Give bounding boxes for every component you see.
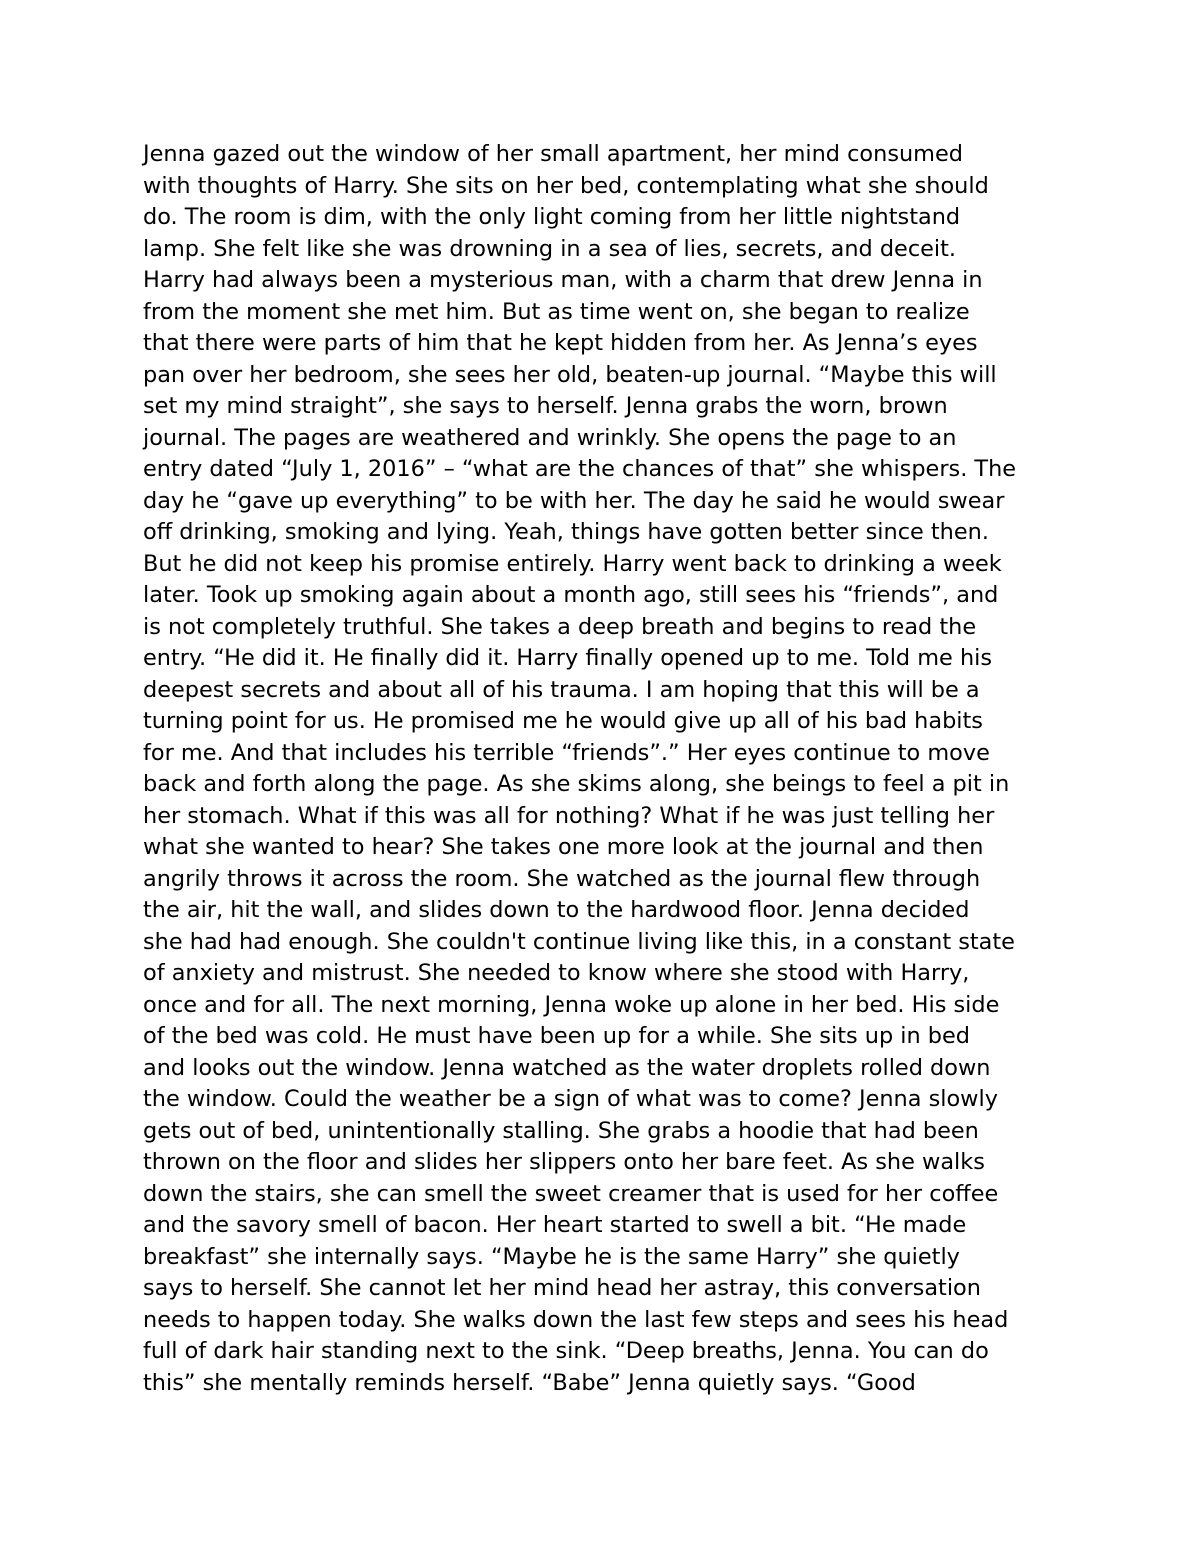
text-line: Jenna gazed out the window of her small apartment, her mind consumed <box>143 141 963 167</box>
text-line: that there were parts of him that he kept hidden from her. As Jenna’s eyes <box>143 330 978 356</box>
text-line: deepest secrets and about all of his trauma. I am hoping that this will be a <box>143 676 980 703</box>
text-line: from the moment she met him. But as time went on, she began to realize <box>143 298 970 325</box>
text-line: of anxiety and mistrust. She needed to know where she stood with Harry, <box>143 960 970 986</box>
text-line: and the savory smell of bacon. Her heart started to swell a bit. “He made <box>143 1212 967 1238</box>
text-line: lamp. She felt like she was drowning in a sea of lies, secrets, and deceit. <box>143 235 957 262</box>
body-text <box>143 139 1083 1399</box>
text-line: do. The room is dim, with the only light coming from her little nightstand <box>143 204 961 230</box>
text-line: of the bed was cold. He must have been up for a while. She sits up in bed <box>143 1023 971 1049</box>
text-line: thrown on the floor and slides her slippers onto her bare feet. As she walks <box>143 1149 985 1175</box>
text-line: with thoughts of Harry. She sits on her bed, contemplating what she should <box>143 172 989 199</box>
text-line: entry dated “July 1, 2016” – “what are the chances of that” she whispers. The <box>143 456 1017 482</box>
text-line: turning point for us. He promised me he would give up all of his bad habits <box>143 708 983 734</box>
text-line: what she wanted to hear? She takes one more look at the journal and then <box>143 834 984 860</box>
text-line: once and for all. The next morning, Jenna woke up alone in her bed. His side <box>143 991 1000 1018</box>
text-line: back and forth along the page. As she skims along, she beings to feel a pit in <box>143 771 1010 797</box>
text-line: says to herself. She cannot let her mind head her astray, this conversation <box>143 1275 981 1301</box>
text-line: off drinking, smoking and lying. Yeah, things have gotten better since then. <box>143 519 989 545</box>
text-line: journal. The pages are weathered and wrinkly. She opens the page to an <box>143 424 957 451</box>
text-line: she had had enough. She couldn't continue living like this, in a constant state <box>143 928 1015 955</box>
text-line: But he did not keep his promise entirely. Harry went back to drinking a week <box>143 550 1002 577</box>
text-line: set my mind straight”, she says to herself. Jenna grabs the worn, brown <box>143 393 948 419</box>
text-line: her stomach. What if this was all for nothing? What if he was just telling her <box>143 802 995 829</box>
text-line: needs to happen today. She walks down the last few steps and sees his head <box>143 1306 1009 1333</box>
text-line: Harry had always been a mysterious man, with a charm that drew Jenna in <box>143 267 983 293</box>
text-line: pan over her bedroom, she sees her old, beaten-up journal. “Maybe this will <box>143 361 997 388</box>
text-line: breakfast” she internally says. “Maybe he is the same Harry” she quietly <box>143 1243 960 1270</box>
text-line: the window. Could the weather be a sign of what was to come? Jenna slowly <box>143 1086 998 1112</box>
text-line: later. Took up smoking again about a month ago, still sees his “friends”, and <box>143 582 999 608</box>
text-line: day he “gave up everything” to be with her. The day he said he would swear <box>143 487 1005 514</box>
text-line: down the stairs, she can smell the sweet creamer that is used for her coffee <box>143 1180 999 1207</box>
text-line: gets out of bed, unintentionally stalling. She grabs a hoodie that had been <box>143 1117 979 1144</box>
text-line: is not completely truthful. She takes a deep breath and begins to read the <box>143 613 977 640</box>
text-line: for me. And that includes his terrible “friends”.” Her eyes continue to move <box>143 739 990 766</box>
text-line: full of dark hair standing next to the sink. “Deep breaths, Jenna. You can do <box>143 1338 989 1364</box>
text-line: angrily throws it across the room. She watched as the journal flew through <box>143 865 981 892</box>
text-line: entry. “He did it. He finally did it. Harry finally opened up to me. Told me his <box>143 645 993 671</box>
text-line: this” she mentally reminds herself. “Babe” Jenna quietly says. “Good <box>143 1369 916 1396</box>
text-line: the air, hit the wall, and slides down to the hardwood floor. Jenna decided <box>143 897 970 923</box>
text-line: and looks out the window. Jenna watched as the water droplets rolled down <box>143 1054 991 1081</box>
